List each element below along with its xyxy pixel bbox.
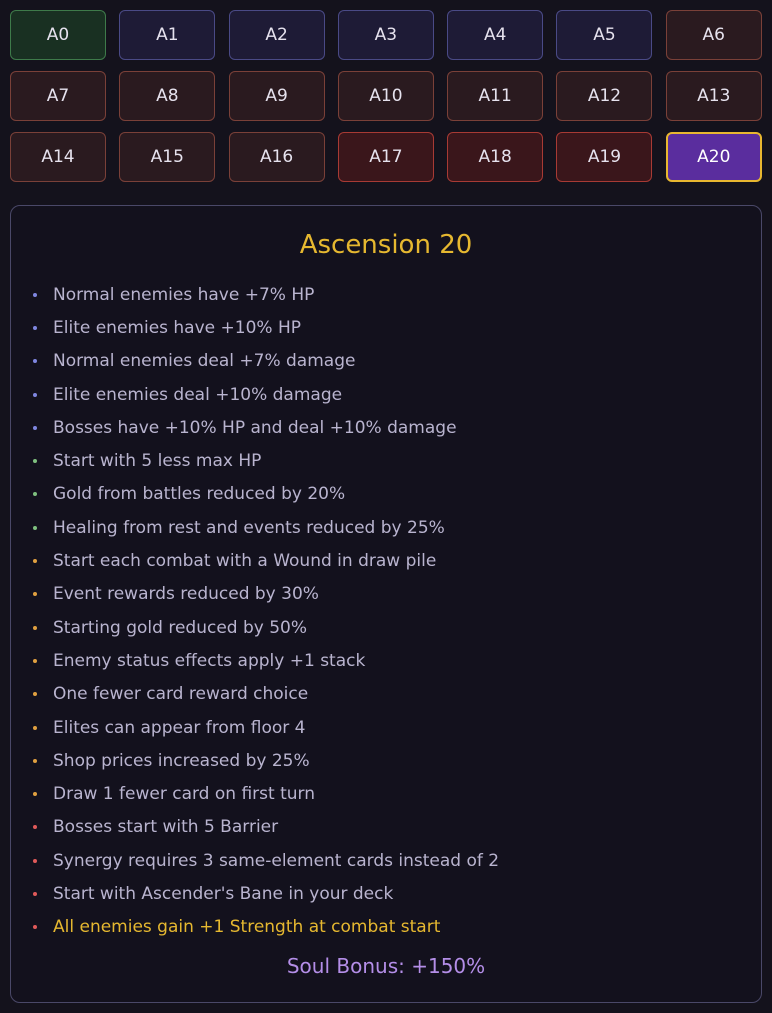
modifier-item <box>29 444 499 477</box>
bullet-icon <box>33 426 37 430</box>
ascension-level-button-a5[interactable]: A5 <box>556 10 652 60</box>
modifier-item <box>29 411 499 444</box>
modifier-text: All enemies gain +1 Strength at combat start <box>53 917 441 938</box>
bullet-icon <box>33 626 37 630</box>
modifier-item <box>29 611 499 644</box>
bullet-icon <box>33 759 37 763</box>
bullet-icon <box>33 692 37 696</box>
modifier-text: Start each combat with a Wound in draw pile <box>53 551 437 572</box>
ascension-level-button-a4[interactable]: A4 <box>447 10 543 60</box>
modifier-text: Bosses have +10% HP and deal +10% damage <box>53 417 457 438</box>
ascension-level-button-a11[interactable]: A11 <box>447 71 543 121</box>
modifier-text: Enemy status effects apply +1 stack <box>53 650 366 671</box>
bullet-icon <box>33 492 37 496</box>
ascension-level-button-a12[interactable]: A12 <box>556 71 652 121</box>
modifier-text: One fewer card reward choice <box>53 684 309 705</box>
bullet-icon <box>33 892 37 896</box>
ascension-level-button-a2[interactable]: A2 <box>229 10 325 60</box>
modifier-text: Elite enemies have +10% HP <box>53 317 301 338</box>
bullet-icon <box>33 293 37 297</box>
modifier-item <box>29 278 499 311</box>
ascension-level-button-a6[interactable]: A6 <box>666 10 762 60</box>
bullet-icon <box>33 659 37 663</box>
modifier-item <box>29 844 499 877</box>
modifier-list <box>29 278 499 944</box>
modifier-text: Normal enemies deal +7% damage <box>53 351 356 372</box>
modifier-item <box>29 544 499 577</box>
modifier-text: Gold from battles reduced by 20% <box>53 484 346 505</box>
modifier-text: Draw 1 fewer card on first turn <box>53 784 315 805</box>
bullet-icon <box>33 526 37 530</box>
modifier-item <box>29 678 499 711</box>
bullet-icon <box>33 792 37 796</box>
modifier-text: Start with Ascender's Bane in your deck <box>53 883 394 904</box>
ascension-level-button-a7[interactable]: A7 <box>10 71 106 121</box>
ascension-level-button-a13[interactable]: A13 <box>666 71 762 121</box>
modifier-item <box>29 811 499 844</box>
ascension-level-button-a1[interactable]: A1 <box>119 10 215 60</box>
bullet-icon <box>33 459 37 463</box>
bullet-icon <box>33 592 37 596</box>
ascension-level-button-a14[interactable]: A14 <box>10 132 106 182</box>
modifier-item <box>29 511 499 544</box>
soul-bonus-text: Soul Bonus: +150% <box>286 954 486 978</box>
ascension-details-panel <box>10 205 762 1003</box>
modifier-text: Start with 5 less max HP <box>53 451 262 472</box>
bullet-icon <box>33 859 37 863</box>
bullet-icon <box>33 925 37 929</box>
modifier-text: Bosses start with 5 Barrier <box>53 817 279 838</box>
bullet-icon <box>33 326 37 330</box>
ascension-title: Ascension 20 <box>299 230 473 260</box>
modifier-text: Event rewards reduced by 30% <box>53 584 319 605</box>
ascension-level-button-a0[interactable]: A0 <box>10 10 106 60</box>
ascension-level-button-a19[interactable]: A19 <box>556 132 652 182</box>
ascension-level-button-a15[interactable]: A15 <box>119 132 215 182</box>
ascension-level-button-a17[interactable]: A17 <box>338 132 434 182</box>
modifier-item <box>29 378 499 411</box>
modifier-text: Synergy requires 3 same-element cards instead of 2 <box>53 850 500 871</box>
bullet-icon <box>33 393 37 397</box>
modifier-item <box>29 711 499 744</box>
ascension-level-button-a3[interactable]: A3 <box>338 10 434 60</box>
bullet-icon <box>33 559 37 563</box>
ascension-level-button-a20[interactable]: A20 <box>666 132 762 182</box>
modifier-text: Elites can appear from floor 4 <box>53 717 306 738</box>
modifier-text: Healing from rest and events reduced by 25% <box>53 517 445 538</box>
modifier-item <box>29 644 499 677</box>
ascension-level-button-a16[interactable]: A16 <box>229 132 325 182</box>
bullet-icon <box>33 825 37 829</box>
modifier-item <box>29 777 499 810</box>
modifier-item <box>29 345 499 378</box>
modifier-item <box>29 877 499 910</box>
modifier-text: Shop prices increased by 25% <box>53 750 310 771</box>
bullet-icon <box>33 726 37 730</box>
ascension-level-button-a18[interactable]: A18 <box>447 132 543 182</box>
ascension-level-button-a8[interactable]: A8 <box>119 71 215 121</box>
ascension-level-grid <box>10 10 762 182</box>
ascension-level-button-a9[interactable]: A9 <box>229 71 325 121</box>
bullet-icon <box>33 359 37 363</box>
modifier-text: Elite enemies deal +10% damage <box>53 384 343 405</box>
modifier-item <box>29 311 499 344</box>
modifier-item <box>29 478 499 511</box>
ascension-level-button-a10[interactable]: A10 <box>338 71 434 121</box>
modifier-text: Normal enemies have +7% HP <box>53 284 315 305</box>
modifier-item <box>29 911 499 944</box>
modifier-text: Starting gold reduced by 50% <box>53 617 308 638</box>
modifier-item <box>29 744 499 777</box>
modifier-item <box>29 578 499 611</box>
